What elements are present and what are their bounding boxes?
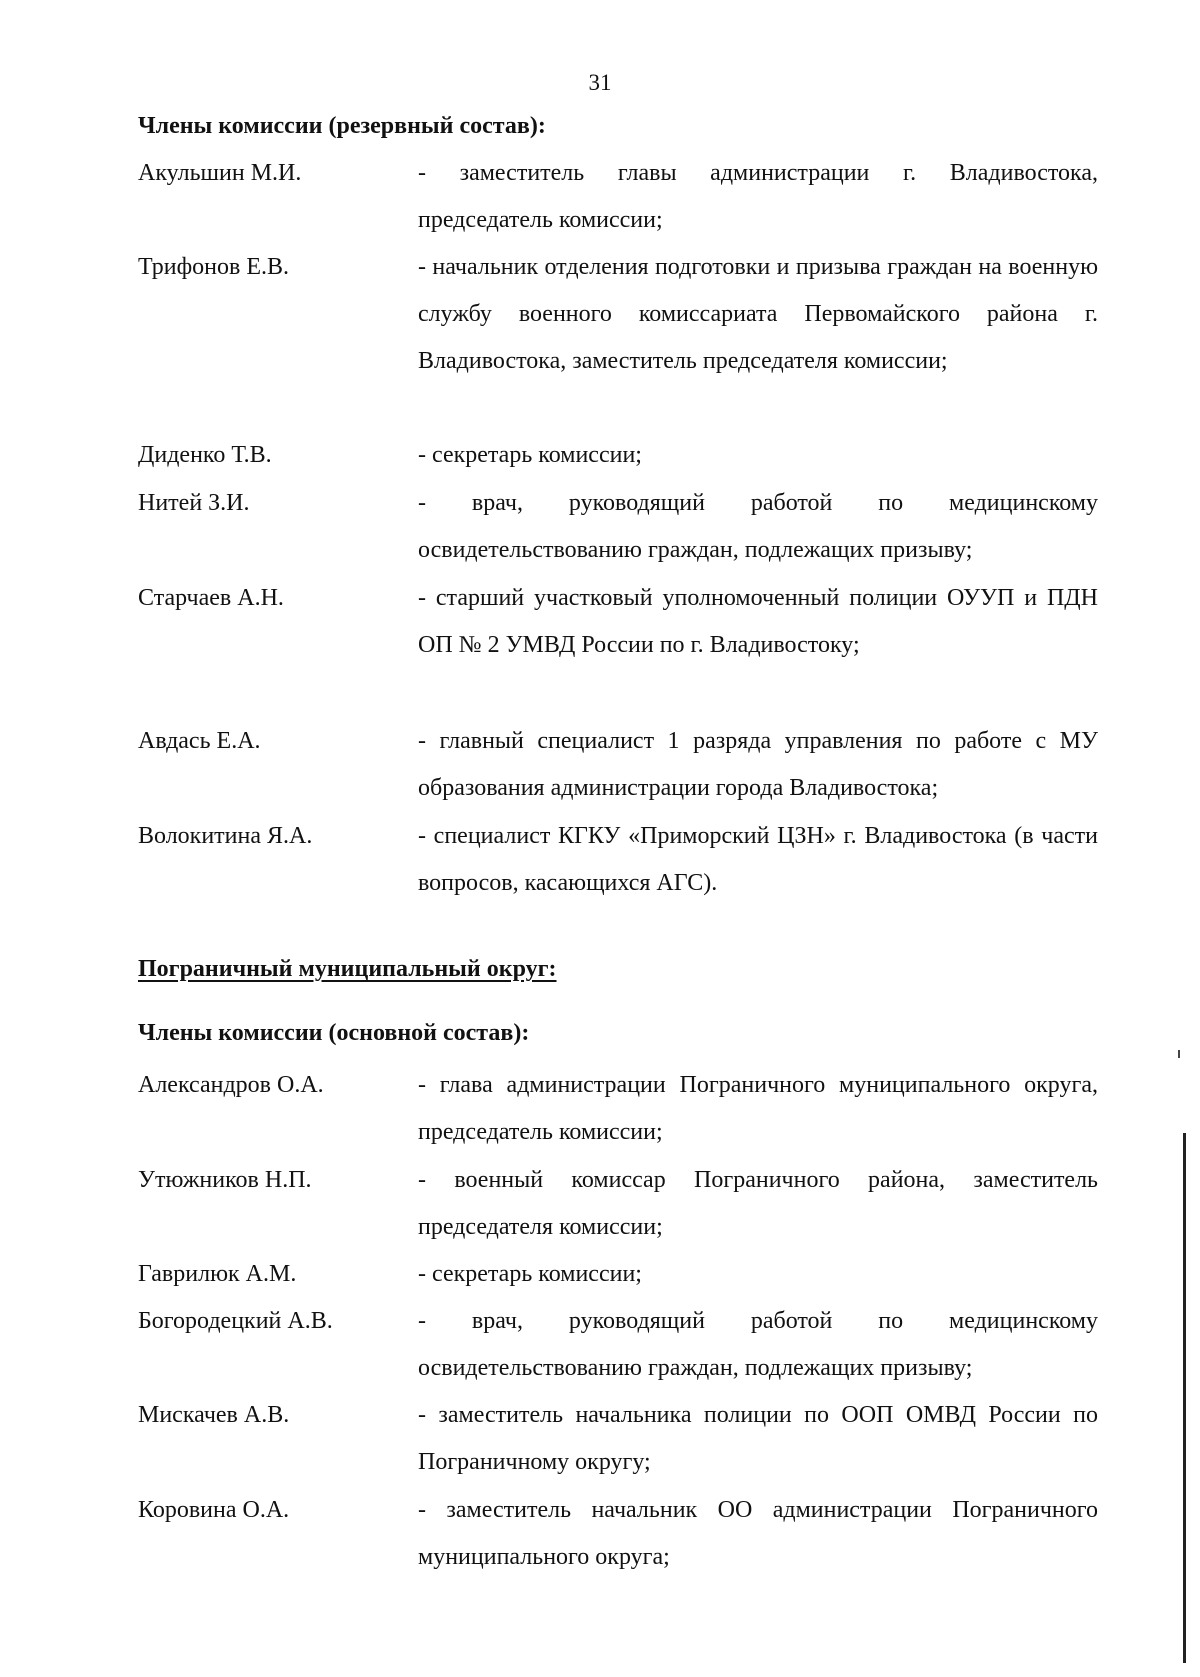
section-heading-main: Члены комиссии (основной состав): [138,1020,530,1046]
page-number: 31 [588,70,612,95]
member-name: Старчаев А.Н. [138,585,284,611]
member-role: - глава администрации Пограничного муниципального округа, председатель комиссии; [418,1072,1098,1145]
scan-edge-line [1183,1133,1186,1663]
member-name: Диденко Т.В. [138,442,272,468]
member-name: Трифонов Е.В. [138,254,289,280]
member-name: Александров О.А. [138,1072,324,1098]
member-role: - главный специалист 1 разряда управления по работе с МУ образования администрации города Владивостока; [418,728,1098,801]
member-name: Гаврилюк А.М. [138,1261,297,1287]
district-heading: Пограничный муниципальный округ: [138,956,557,982]
member-name: Волокитина Я.А. [138,823,313,849]
member-role: - заместитель главы администрации г. Владивостока, председатель комиссии; [418,160,1098,233]
member-name: Мискачев А.В. [138,1402,290,1428]
member-role: - врач, руководящий работой по медицинскому освидетельствованию граждан, подлежащих призыву; [418,490,1098,563]
member-name: Акульшин М.И. [138,160,302,186]
member-name: Утюжников Н.П. [138,1167,312,1193]
member-role: - специалист КГКУ «Приморский ЦЗН» г. Владивостока (в части вопросов, касающихся АГС). [418,823,1098,896]
member-name: Богородецкий А.В. [138,1308,333,1334]
member-role: - секретарь комиссии; [418,1261,642,1287]
member-role: - врач, руководящий работой по медицинскому освидетельствованию граждан, подлежащих призыву; [418,1308,1098,1381]
member-name: Нитей З.И. [138,490,250,516]
member-role: - заместитель начальника полиции по ООП ОМВД России по Пограничному округу; [418,1402,1098,1475]
section-heading-reserve: Члены комиссии (резервный состав): [138,113,546,139]
member-role: - старший участковый уполномоченный полиции ОУУП и ПДН ОП № 2 УМВД России по г. Владивостоку; [418,585,1098,658]
member-role: - заместитель начальник ОО администрации Пограничного муниципального округа; [418,1497,1098,1570]
member-role: - секретарь комиссии; [418,442,642,468]
member-role: - военный комиссар Пограничного района, заместитель председателя комиссии; [418,1167,1098,1240]
member-role: - начальник отделения подготовки и призыва граждан на военную службу военного комиссариата Первомайского района г. Владивостока, заместитель председателя комиссии; [418,254,1098,374]
member-name: Авдась Е.А. [138,728,261,754]
scan-speck [1178,1050,1180,1058]
member-name: Коровина О.А. [138,1497,290,1523]
